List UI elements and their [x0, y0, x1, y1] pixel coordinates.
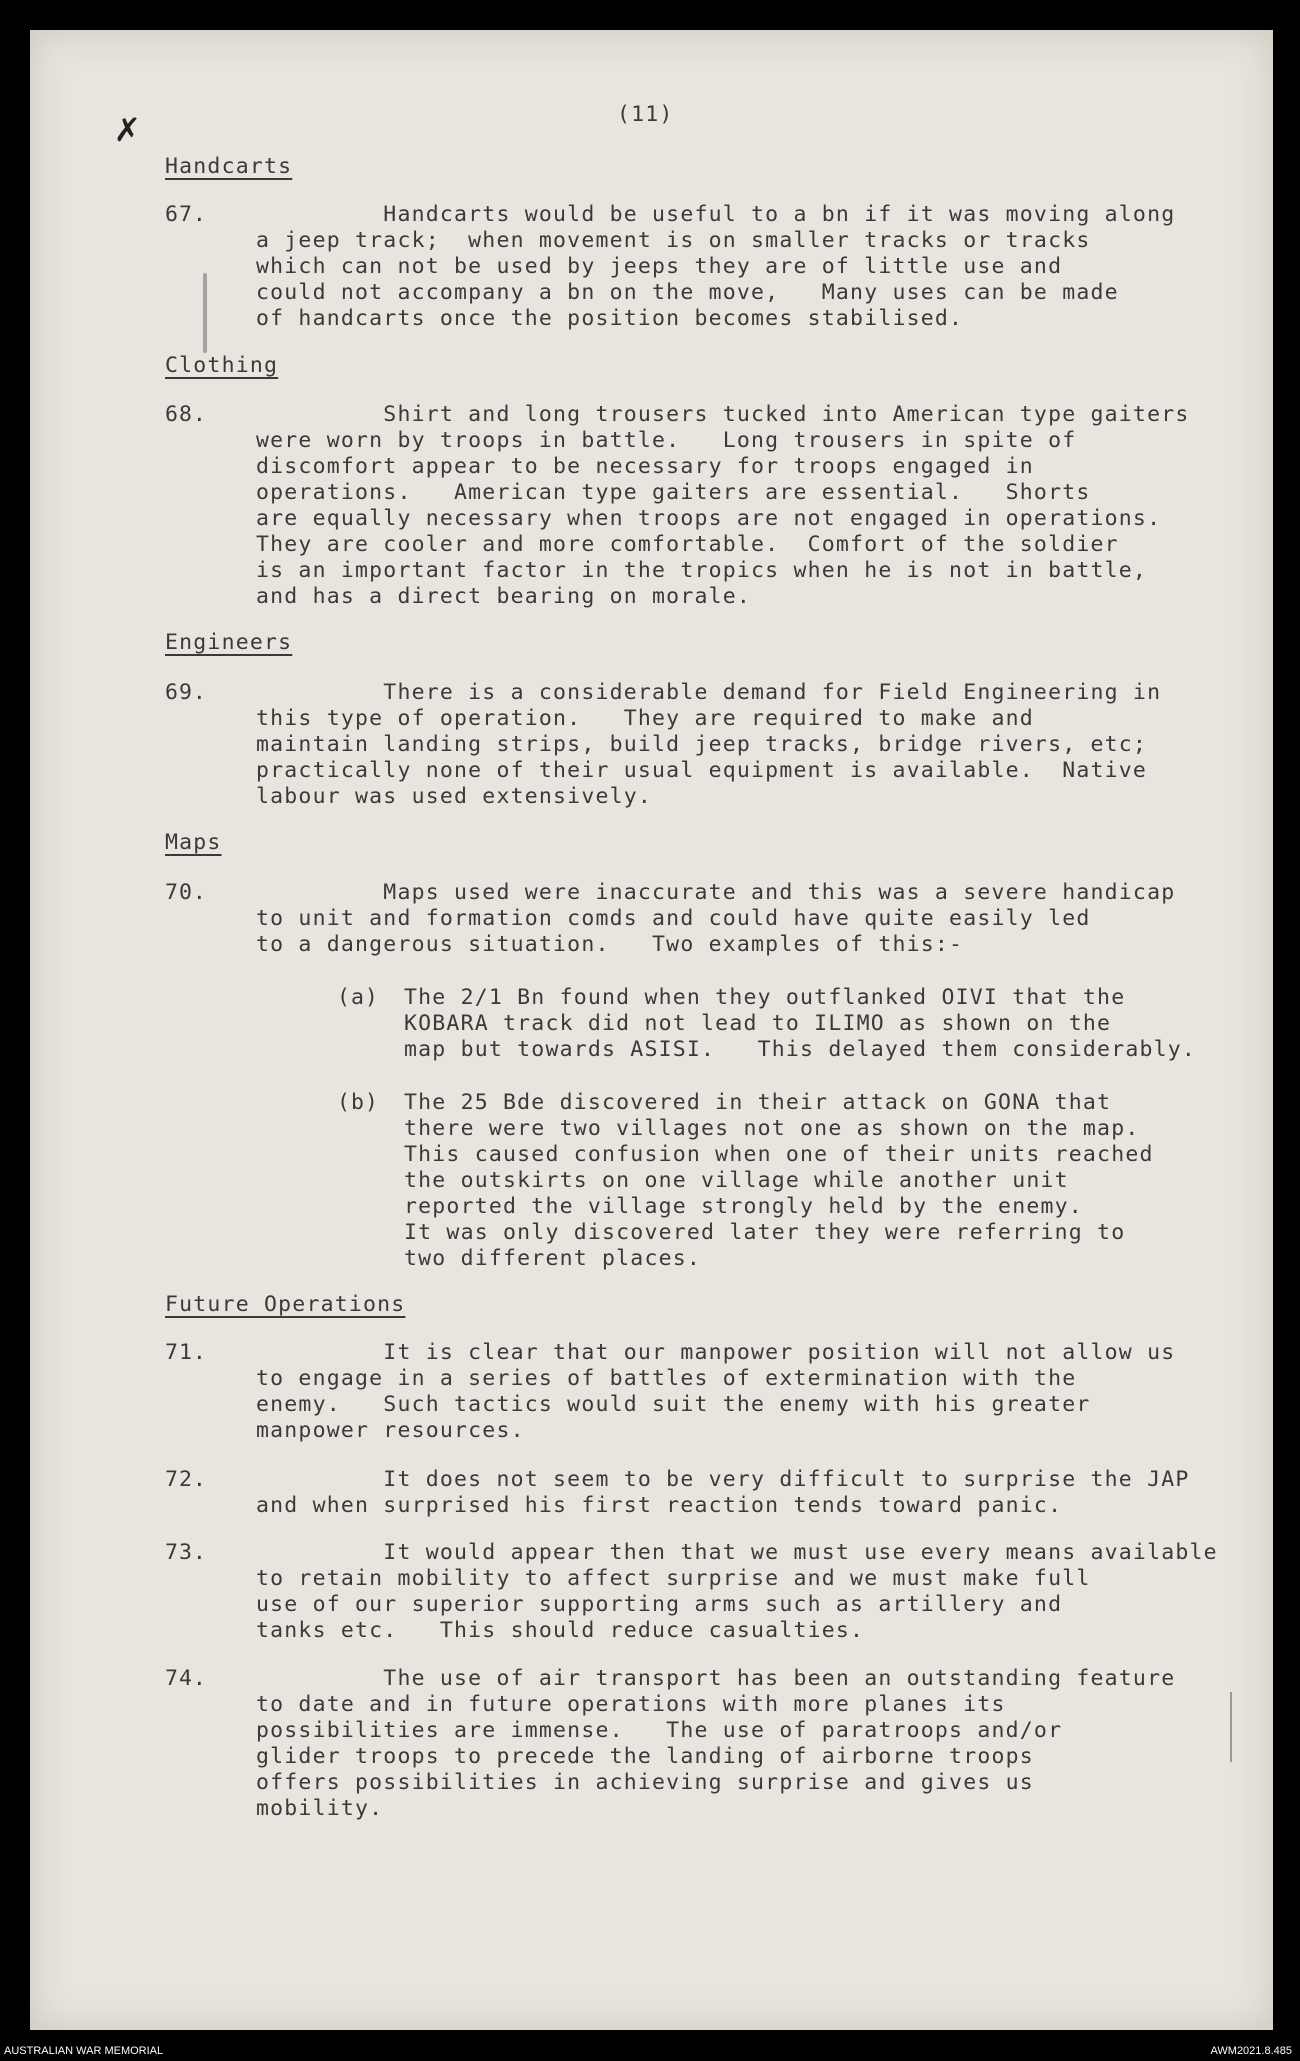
- paragraph-line: which can not be used by jeeps they are of little use and: [256, 254, 1063, 279]
- paragraph-line: are equally necessary when troops are not engaged in operations.: [256, 506, 1162, 531]
- pencil-mark: [1230, 1692, 1232, 1762]
- paragraph-number: 70.: [165, 880, 207, 905]
- sub-item-line: two different places.: [404, 1246, 702, 1271]
- sub-item-line: map but towards ASISI. This delayed them considerably.: [404, 1037, 1197, 1062]
- paragraph-number: 74.: [165, 1666, 207, 1691]
- paragraph-line: manpower resources.: [256, 1418, 525, 1443]
- paragraph-line: of handcarts once the position becomes stabilised.: [256, 306, 964, 331]
- sub-item-line: KOBARA track did not lead to ILIMO as shown on the: [404, 1011, 1112, 1036]
- paragraph-line: There is a considerable demand for Field Engineering in: [256, 680, 1162, 705]
- sub-item-label: (b): [337, 1090, 379, 1115]
- paragraph-line: to date and in future operations with more planes its: [256, 1692, 1006, 1717]
- paragraph-line: They are cooler and more comfortable. Comfort of the soldier: [256, 532, 1119, 557]
- page-number: (11): [617, 102, 674, 127]
- paragraph-line: tanks etc. This should reduce casualties.: [256, 1618, 865, 1643]
- sub-item-label: (a): [337, 985, 379, 1010]
- footer-right-label: AWM2021.8.485: [1210, 2045, 1292, 2057]
- paragraph-number: 72.: [165, 1467, 207, 1492]
- paragraph-line: operations. American type gaiters are essential. Shorts: [256, 480, 1091, 505]
- paragraph-line: discomfort appear to be necessary for troops engaged in: [256, 454, 1034, 479]
- paragraph-line: Shirt and long trousers tucked into American type gaiters: [256, 402, 1190, 427]
- paragraph-line: use of our superior supporting arms such as artillery and: [256, 1592, 1063, 1617]
- paragraph-number: 73.: [165, 1540, 207, 1565]
- archive-footer: [0, 2041, 1300, 2061]
- document-page: [30, 30, 1273, 2030]
- sub-item-line: The 2/1 Bn found when they outflanked OIVI that the: [404, 985, 1126, 1010]
- paragraph-line: The use of air transport has been an outstanding feature: [256, 1666, 1176, 1691]
- paragraph-number: 68.: [165, 402, 207, 427]
- paragraph-line: to a dangerous situation. Two examples of this:-: [256, 932, 964, 957]
- paragraph-number: 67.: [165, 202, 207, 227]
- paragraph-line: is an important factor in the tropics when he is not in battle,: [256, 558, 1148, 583]
- paragraph-line: labour was used extensively.: [256, 784, 653, 809]
- paragraph-line: and has a direct bearing on morale.: [256, 584, 752, 609]
- sub-item-line: reported the village strongly held by the enemy.: [404, 1194, 1083, 1219]
- paragraph-line: practically none of their usual equipment is available. Native: [256, 758, 1148, 783]
- paragraph-line: Maps used were inaccurate and this was a severe handicap: [256, 880, 1176, 905]
- sub-item-line: there were two villages not one as shown on the map.: [404, 1116, 1140, 1141]
- sub-item-line: the outskirts on one village while another unit: [404, 1168, 1069, 1193]
- footer-left-label: AUSTRALIAN WAR MEMORIAL: [4, 2045, 164, 2057]
- paragraph-line: could not accompany a bn on the move, Many uses can be made: [256, 280, 1119, 305]
- section-heading: Future Operations: [165, 1292, 406, 1317]
- paragraph-line: to unit and formation comds and could have quite easily led: [256, 906, 1091, 931]
- sub-item-line: This caused confusion when one of their units reached: [404, 1142, 1154, 1167]
- paragraph-line: It would appear then that we must use every means available: [256, 1540, 1218, 1565]
- paragraph-line: mobility.: [256, 1796, 384, 1821]
- paragraph-number: 69.: [165, 680, 207, 705]
- section-heading: Handcarts: [165, 154, 293, 179]
- paragraph-line: this type of operation. They are required to make and: [256, 706, 1034, 731]
- section-heading: Engineers: [165, 630, 293, 655]
- pencil-mark: [203, 273, 207, 353]
- paragraph-line: glider troops to precede the landing of airborne troops: [256, 1744, 1034, 1769]
- paragraph-line: Handcarts would be useful to a bn if it was moving along: [256, 202, 1176, 227]
- paragraph-line: to engage in a series of battles of extermination with the: [256, 1366, 1077, 1391]
- paragraph-line: enemy. Such tactics would suit the enemy with his greater: [256, 1392, 1091, 1417]
- paragraph-line: a jeep track; when movement is on smaller tracks or tracks: [256, 228, 1091, 253]
- paragraph-line: maintain landing strips, build jeep tracks, bridge rivers, etc;: [256, 732, 1148, 757]
- paragraph-line: It does not seem to be very difficult to surprise the JAP: [256, 1467, 1190, 1492]
- paragraph-line: offers possibilities in achieving surprise and gives us: [256, 1770, 1034, 1795]
- paragraph-number: 71.: [165, 1340, 207, 1365]
- paragraph-line: and when surprised his first reaction tends toward panic.: [256, 1493, 1063, 1518]
- sub-item-line: The 25 Bde discovered in their attack on GONA that: [404, 1090, 1112, 1115]
- section-heading: Clothing: [165, 353, 279, 378]
- handwritten-mark: ✗: [115, 105, 140, 151]
- paragraph-line: to retain mobility to affect surprise and we must make full: [256, 1566, 1091, 1591]
- section-heading: Maps: [165, 830, 222, 855]
- paragraph-line: possibilities are immense. The use of paratroops and/or: [256, 1718, 1063, 1743]
- paragraph-line: were worn by troops in battle. Long trousers in spite of: [256, 428, 1077, 453]
- paragraph-line: It is clear that our manpower position will not allow us: [256, 1340, 1176, 1365]
- sub-item-line: It was only discovered later they were referring to: [404, 1220, 1126, 1245]
